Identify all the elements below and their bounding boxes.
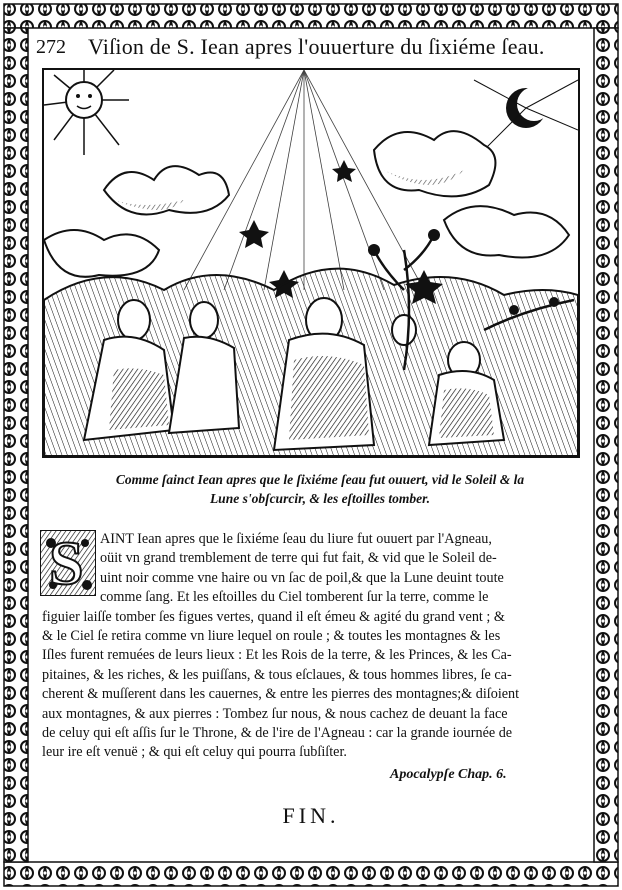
page-header [36,34,588,62]
text-line: figuier laiſſe tomber ſes figues vertes, quand il eſt émeu & agité du grand vent ; & [42,608,505,625]
text-line: uint noir comme vne haire ou vn ſac de poil,& que la Lune deuint toute [100,569,504,586]
illustration-caption [70,470,570,508]
page-number: 272 [36,36,66,58]
caption-line: Lune s'obſcurcir, & les eſtoilles tomber. [209,491,431,506]
dropcap-letter: S [49,530,84,596]
scripture-reference: Apocalypſe Chap. 6. [390,767,507,782]
moon-icon [474,80,578,150]
fin-heading: FIN. [282,803,340,828]
woodcut-apocalypse-icon [44,70,578,456]
text-line: cherent & muſſerent dans les cauernes, & entre les pierres des montagnes;& diſoient [42,686,520,703]
woodcut-illustration [42,68,580,458]
text-line: oüit vn grand tremblement de terre qui fut fait, & vid que le Soleil de- [100,550,497,567]
text-line: leur ire eſt venuë ; & qui eſt celuy qui pourra ſubſiſter. [42,744,347,761]
text-line: de celuy qui eſt aſſis ſur le Throne, & de l'ire de l'Agneau : car la grande iournée de [42,725,513,742]
body-text [42,530,582,763]
caption-line: Comme ſainct Iean apres que le ſixiéme ſeau fut ouuert, vid le Soleil & la [115,472,525,487]
running-title: Viſion de S. Iean apres l'ouuerture du ſixiéme ſeau. [88,34,545,59]
text-line: comme ſang. Et les eſtoilles du Ciel tomberent ſur la terre, comme le [100,589,489,606]
text-line: aux montagnes, & aux pierres : Tombez ſur nous, & nous cachez de deuant la face [42,705,508,722]
text-line: pitaines, & les riches, & les puiſſans, & tous eſclaues, & tous hommes libres, ſe ca- [42,666,512,683]
text-line: AINT Iean apres que le ſixiéme ſeau du liure fut ouuert par l'Agneau, [100,531,492,547]
text-line: & le Ciel ſe retira comme vn liure lequel on roule ; & toutes les montagnes & les [42,628,501,645]
text-line: Iſles furent remuées de leurs lieux : Et les Rois de la terre, & les Princes, & les Ca- [42,647,512,664]
sun-icon [44,70,129,155]
